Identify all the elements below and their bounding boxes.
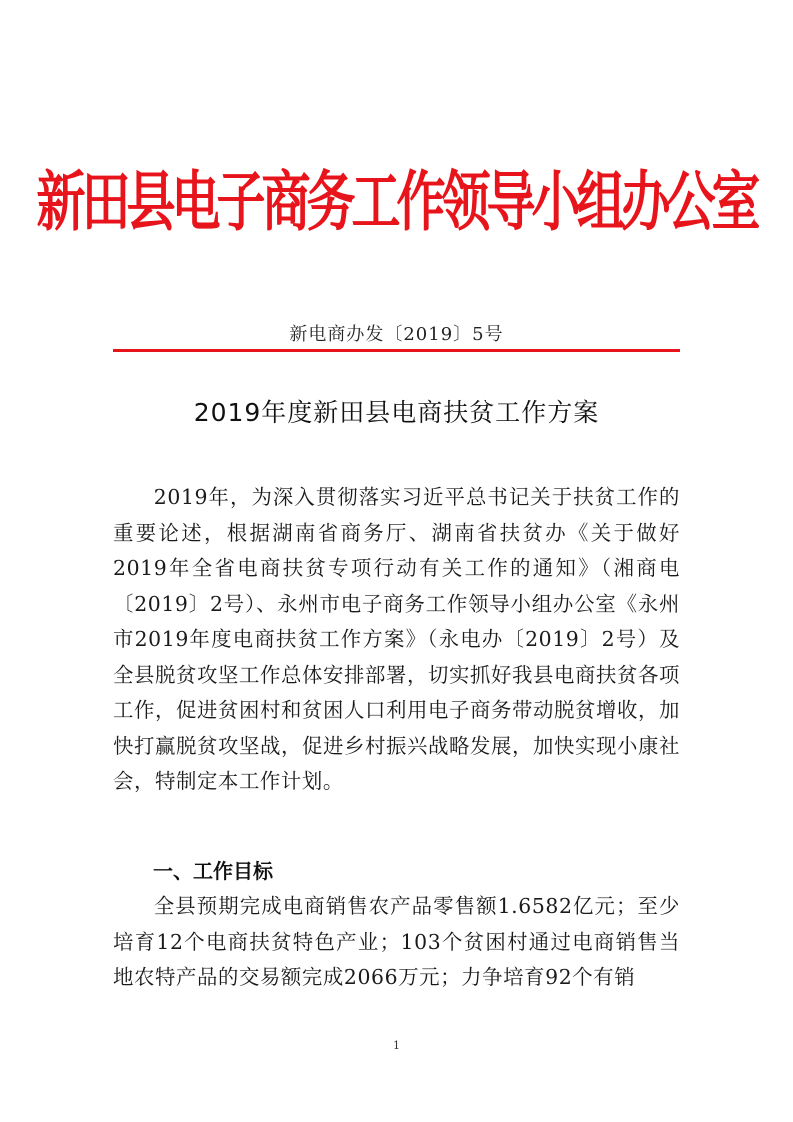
intro-paragraph: 2019年，为深入贯彻落实习近平总书记关于扶贫工作的重要论述，根据湖南省商务厅、湖南省扶贫办《关于做好2019年全省电商扶贫专项行动有关工作的通知》（湘商电〔2019〕2号）、永州市电子商务工作领导小组办公室《永州市2019年度电商扶贫工作方案》（永电办〔2019〕2号）及全县脱贫攻坚工作总体安排部署，切实抓好我县电商扶贫各项工作，促进贫困村和贫困人口利用电子商务带动脱贫增收，加快打赢脱贫攻坚战，促进乡村振兴战略发展，加快实现小康社会，特制定本工作计划。 <box>113 485 680 793</box>
letterhead-issuer: 新田县电子商务工作领导小组办公室 <box>36 164 757 240</box>
section-heading-work-goals: 一、工作目标 <box>153 859 273 883</box>
red-divider-rule <box>113 349 680 352</box>
work-goals-paragraph: 全县预期完成电商销售农产品零售额1.6582亿元；至少培育12个电商扶贫特色产业；103个贫困村通过电商销售当地农特产品的交易额完成2066万元；力争培育92个有销 <box>113 894 680 989</box>
page-number: 1 <box>393 1039 400 1052</box>
document-number: 新电商办发〔2019〕5号 <box>289 324 504 345</box>
document-title: 2019年度新田县电商扶贫工作方案 <box>193 398 600 427</box>
